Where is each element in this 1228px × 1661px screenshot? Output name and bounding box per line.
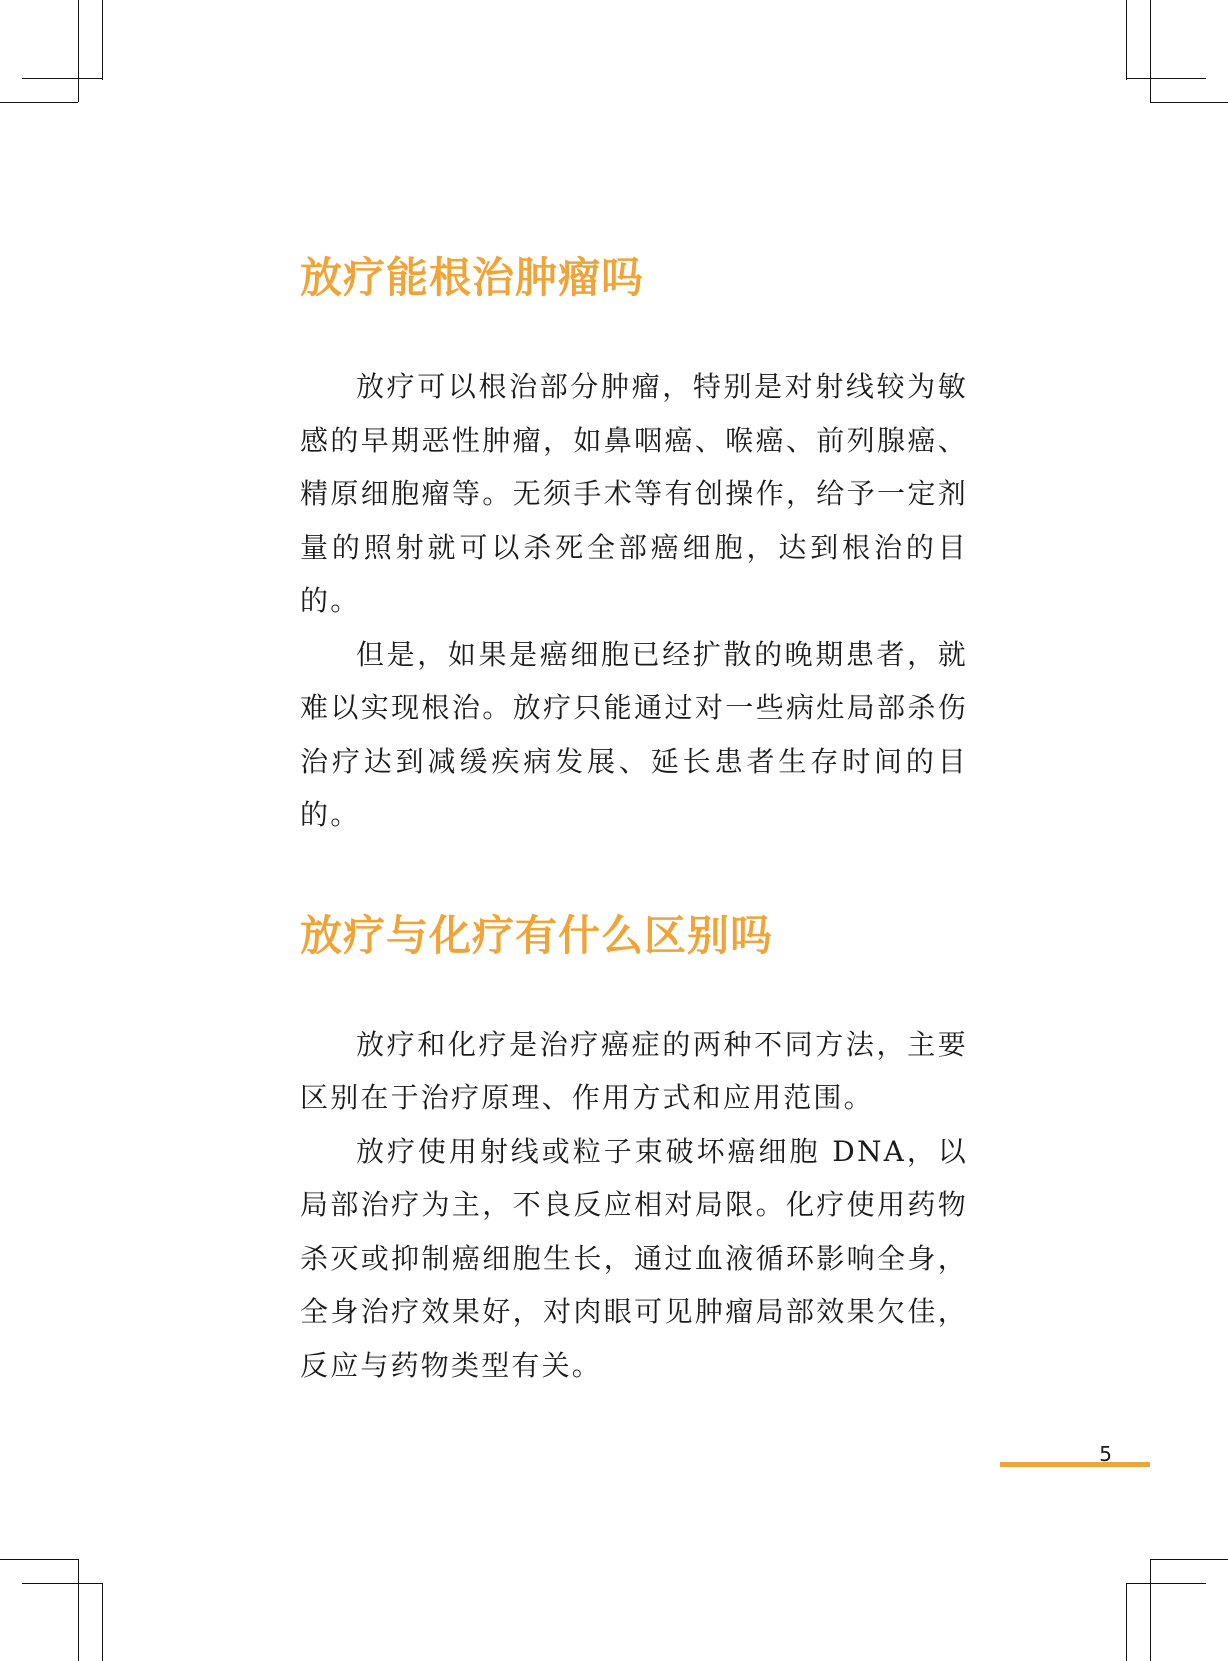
page-number: 5 (1099, 1442, 1112, 1466)
crop-mark-bottom-left-v (78, 1559, 79, 1661)
paragraph-difference-1: 放疗和化疗是治疗癌症的两种不同方法，主要区别在于治疗原理、作用方式和应用范围。 (300, 1027, 968, 1114)
crop-mark-top-left-h (0, 102, 78, 103)
crop-mark-bottom-left-h (0, 1559, 78, 1560)
crop-mark-top-right-h (1150, 102, 1228, 103)
section-heading-cure: 放疗能根治肿瘤吗 (300, 253, 645, 302)
page-footer (1000, 1444, 1150, 1474)
paragraph-difference-2: 放疗使用射线或粒子束破坏癌细胞 DNA，以局部治疗为主，不良反应相对局限。化疗使用药物杀灭或抑制癌细胞生长，通过血液循环影响全身，全身治疗效果好，对肉眼可见肿瘤局部效果欠佳，反应与药物类型有关。 (300, 1134, 968, 1382)
crop-mark-top-left-v2 (102, 0, 103, 80)
paragraph-cure-2: 但是，如果是癌细胞已经扩散的晚期患者，就难以实现根治。放疗只能通过对一些病灶局部杀伤治疗达到减缓疾病发展、延长患者生存时间的目的。 (300, 637, 968, 831)
crop-mark-top-left-v (78, 0, 79, 102)
crop-mark-bottom-right-v (1150, 1559, 1151, 1661)
crop-mark-top-right-h2 (1126, 78, 1206, 79)
crop-mark-top-right-v (1150, 0, 1151, 102)
paragraph-cure-1: 放疗可以根治部分肿瘤，特别是对射线较为敏感的早期恶性肿瘤，如鼻咽癌、喉癌、前列腺癌、精原细胞瘤等。无须手术等有创操作，给予一定剂量的照射就可以杀死全部癌细胞，达到根治的目的。 (300, 370, 968, 617)
crop-mark-top-left-h2 (22, 78, 102, 79)
page-content (300, 250, 968, 1392)
section-body-difference (300, 1018, 968, 1393)
crop-mark-bottom-left-v2 (102, 1583, 103, 1661)
crop-mark-top-right-v2 (1126, 0, 1127, 80)
section-body-cure (300, 360, 968, 842)
section-heading-difference: 放疗与化疗有什么区别吗 (300, 910, 774, 960)
crop-mark-bottom-right-h2 (1126, 1583, 1206, 1584)
crop-mark-bottom-left-h2 (22, 1583, 102, 1584)
crop-mark-bottom-right-h (1150, 1559, 1228, 1560)
section-spacer (300, 842, 968, 908)
crop-mark-bottom-right-v2 (1126, 1583, 1127, 1661)
